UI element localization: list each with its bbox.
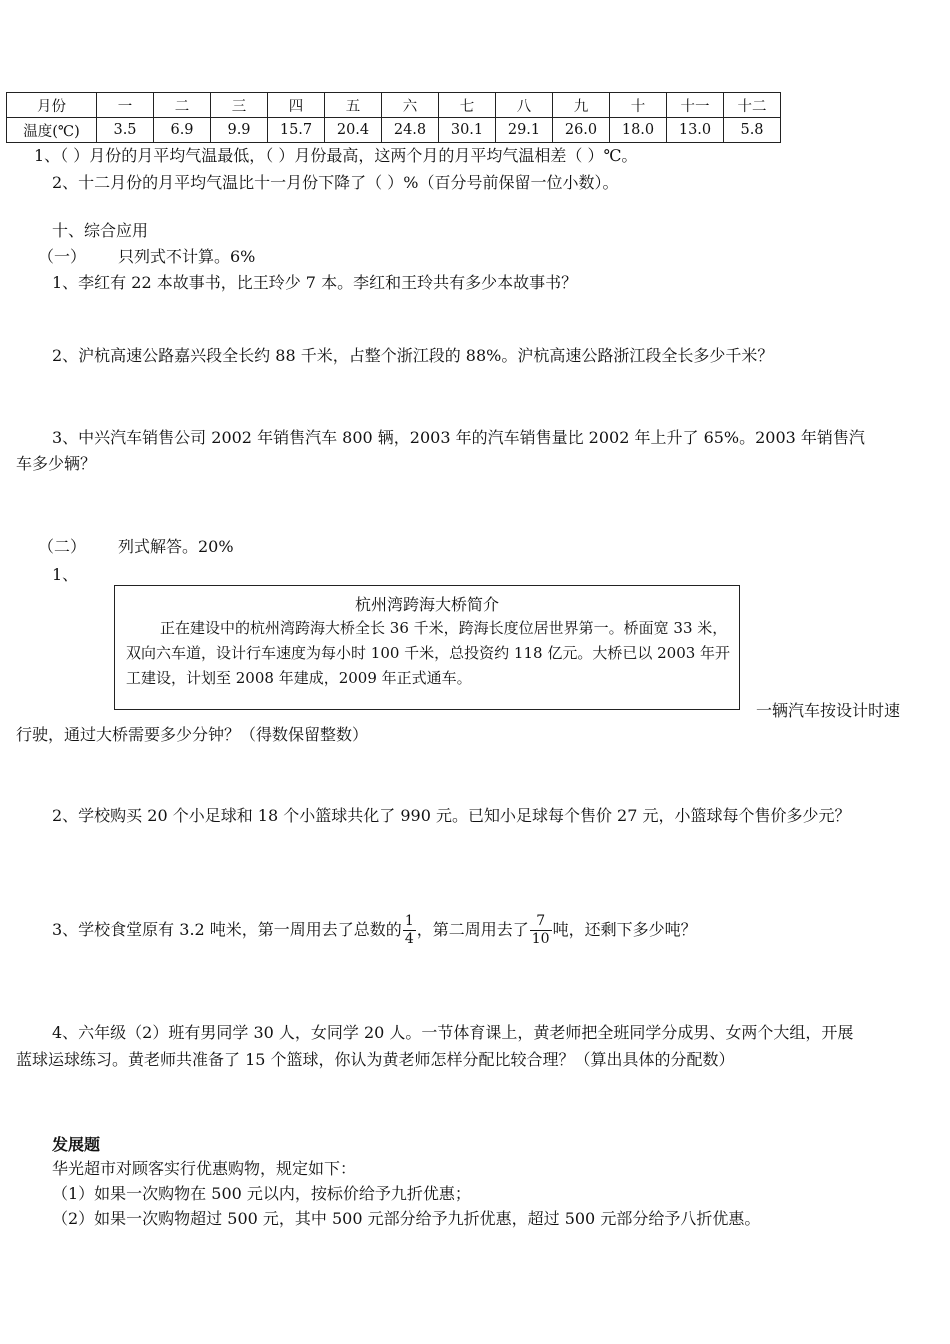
fraction-numerator: 7 [530, 913, 552, 931]
question-text: ，第二周用去了 [416, 920, 529, 939]
bridge-info-box [114, 585, 740, 710]
table-cell: 十二 [724, 93, 781, 118]
table-cell: 温度(℃) [7, 118, 97, 143]
part-2-question-1-number: 1、 [52, 565, 79, 584]
table-cell: 30.1 [439, 118, 496, 143]
table-cell: 三 [211, 93, 268, 118]
table-cell: 九 [553, 93, 610, 118]
part-2-title: 列式解答。20% [118, 537, 234, 556]
fraction-denominator: 10 [531, 931, 550, 947]
part-2-question-4-cont: 蓝球运球练习。黄老师共准备了 15 个篮球，你认为黄老师怎样分配比较合理？（算出具体的分配数） [16, 1050, 735, 1069]
table-cell: 26.0 [553, 118, 610, 143]
table-cell: 5.8 [724, 118, 781, 143]
table-cell: 二 [154, 93, 211, 118]
temp-question-1: 1、（ ）月份的月平均气温最低，（ ）月份最高，这两个月的月平均气温相差（ ）℃。 [34, 146, 638, 165]
part-1-question-2: 2、沪杭高速公路嘉兴段全长约 88 千米，占整个浙江段的 88%。沪杭高速公路浙江段全长多少千米？ [52, 346, 774, 365]
part-1-question-3-cont: 车多少辆？ [16, 454, 97, 473]
table-row [7, 118, 781, 143]
table-cell: 15.7 [268, 118, 325, 143]
table-cell: 六 [382, 93, 439, 118]
part-1-question-3: 3、中兴汽车销售公司 2002 年销售汽车 800 辆，2003 年的汽车销售量比 2002 年上升了 65%。2003 年销售汽 [52, 428, 865, 447]
part-2-number: （二） [38, 537, 87, 556]
part-2-question-1-side: 一辆汽车按设计时速 [756, 701, 901, 720]
temp-question-2: 2、十二月份的月平均气温比十一月份下降了（ ）%（百分号前保留一位小数）。 [52, 173, 619, 192]
table-cell: 18.0 [610, 118, 667, 143]
bridge-info-text: 正在建设中的杭州湾跨海大桥全长 36 千米，跨海长度位居世界第一。桥面宽 33 米，双向六车道，设计行车速度为每小时 100 千米，总投资约 118 亿元。大桥已以 2003 年开工建设，计划至 2008 年建成，2009 年正式通车。 [126, 619, 731, 687]
table-cell: 24.8 [382, 118, 439, 143]
table-cell: 月份 [7, 93, 97, 118]
fraction-numerator: 1 [404, 913, 414, 929]
part-1-question-1: 1、李红有 22 本故事书，比王玲少 7 本。李红和王玲共有多少本故事书？ [52, 273, 578, 292]
question-text: 3、学校食堂原有 3.2 吨米，第一周用去了总数的 [52, 920, 402, 939]
table-cell: 七 [439, 93, 496, 118]
development-line-1: 华光超市对顾客实行优惠购物，规定如下： [52, 1159, 357, 1178]
part-1-title: 只列式不计算。6% [118, 247, 256, 266]
table-cell: 五 [325, 93, 382, 118]
table-cell: 十 [610, 93, 667, 118]
part-2-question-4: 4、六年级（2）班有男同学 30 人，女同学 20 人。一节体育课上，黄老师把全班同学分成男、女两个大组，开展 [52, 1023, 854, 1042]
part-2-question-3 [52, 913, 697, 948]
development-title: 发展题 [52, 1135, 101, 1154]
table-header-row [7, 93, 781, 118]
section-heading: 十、综合应用 [52, 221, 149, 240]
table-cell: 八 [496, 93, 553, 118]
development-line-3: （2）如果一次购物超过 500 元，其中 500 元部分给予九折优惠，超过 500 元部分给予八折优惠。 [52, 1209, 761, 1228]
table-cell: 6.9 [154, 118, 211, 143]
part-1-number: （一） [38, 247, 87, 266]
fraction [403, 913, 416, 948]
table-cell: 13.0 [667, 118, 724, 143]
table-cell: 9.9 [211, 118, 268, 143]
table-cell: 四 [268, 93, 325, 118]
bridge-info-title: 杭州湾跨海大桥简介 [354, 595, 499, 614]
table-cell: 29.1 [496, 118, 553, 143]
fraction-denominator: 4 [404, 931, 414, 947]
table-cell: 3.5 [97, 118, 154, 143]
question-text: 吨，还剩下多少吨？ [552, 920, 697, 939]
temperature-table [6, 92, 781, 143]
table-cell: 十一 [667, 93, 724, 118]
fraction [530, 913, 552, 948]
part-2-question-2: 2、学校购买 20 个小足球和 18 个小篮球共化了 990 元。已知小足球每个售价 27 元，小篮球每个售价多少元？ [52, 806, 851, 825]
table-cell: 一 [97, 93, 154, 118]
part-2-question-1-cont: 行驶，通过大桥需要多少分钟？（得数保留整数） [16, 725, 369, 744]
table-cell: 20.4 [325, 118, 382, 143]
development-line-2: （1）如果一次购物在 500 元以内，按标价给予九折优惠； [52, 1184, 471, 1203]
